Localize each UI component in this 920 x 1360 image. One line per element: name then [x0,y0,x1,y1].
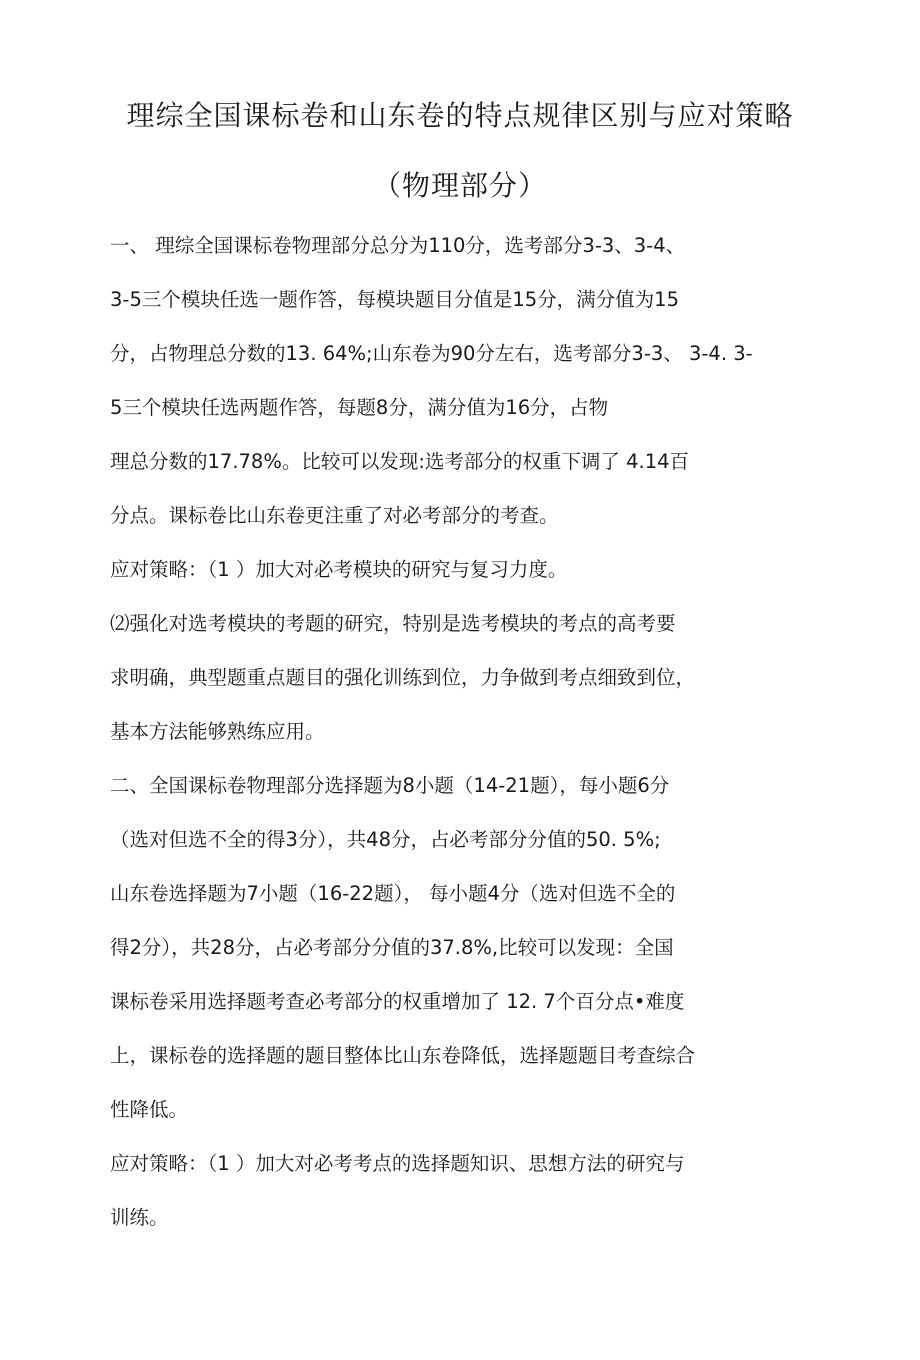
paragraph-line: 上，课标卷的选择题的题目整体比山东卷降低，选择题题目考查综合 [110,1044,696,1067]
document-subtitle: （物理部分） [372,169,547,202]
paragraph-line: 基本方法能够熟练应用。 [110,720,325,743]
paragraph-line: 二、全国课标卷物理部分选择题为8小题（14-21题），每小题6分 [110,774,670,797]
paragraph-line: 5三个模块任选两题作答，每题8分，满分值为16分，占物 [110,396,609,419]
paragraph-line: （选对但选不全的得3分），共48分，占必考部分分值的50. 5%; [110,828,661,851]
paragraph-line: 分，占物理总分数的13. 64%;山东卷为90分左右，选考部分3-3、 3-4. 3- [110,342,753,365]
paragraph-line: 3-5三个模块任选一题作答，每模块题目分值是15分，满分值为15 [110,288,679,311]
document-title: 理综全国课标卷和山东卷的特点规律区别与应对策略 [126,99,794,132]
paragraph-line: 理总分数的17.78%。比较可以发现:选考部分的权重下调了 4.14百 [110,450,690,473]
paragraph-line: 求明确，典型题重点题目的强化训练到位，力争做到考点细致到位， [110,666,696,689]
paragraph-line: 应对策略：（1 ）加大对必考考点的选择题知识、思想方法的研究与 [110,1152,685,1175]
paragraph-line: 训练。 [110,1206,169,1229]
paragraph-line: 一、 理综全国课标卷物理部分总分为110分，选考部分3-3、3-4、 [110,234,686,257]
paragraph-line: 课标卷采用选择题考查必考部分的权重增加了 12. 7个百分点•难度 [110,990,685,1013]
paragraph-line: 应对策略：（1 ）加大对必考模块的研究与复习力度。 [110,558,568,581]
paragraph-line: 性降低。 [110,1098,189,1121]
paragraph-line: 得2分），共28分，占必考部分分值的37.8%,比较可以发现：全国 [110,936,674,959]
paragraph-line: ⑵强化对选考模块的考题的研究，特别是选考模块的考点的高考要 [110,612,676,635]
paragraph-line: 分点。课标卷比山东卷更注重了对必考部分的考查。 [110,504,559,527]
paragraph-line: 山东卷选择题为7小题（16-22题）， 每小题4分（选对但选不全的 [110,882,676,905]
